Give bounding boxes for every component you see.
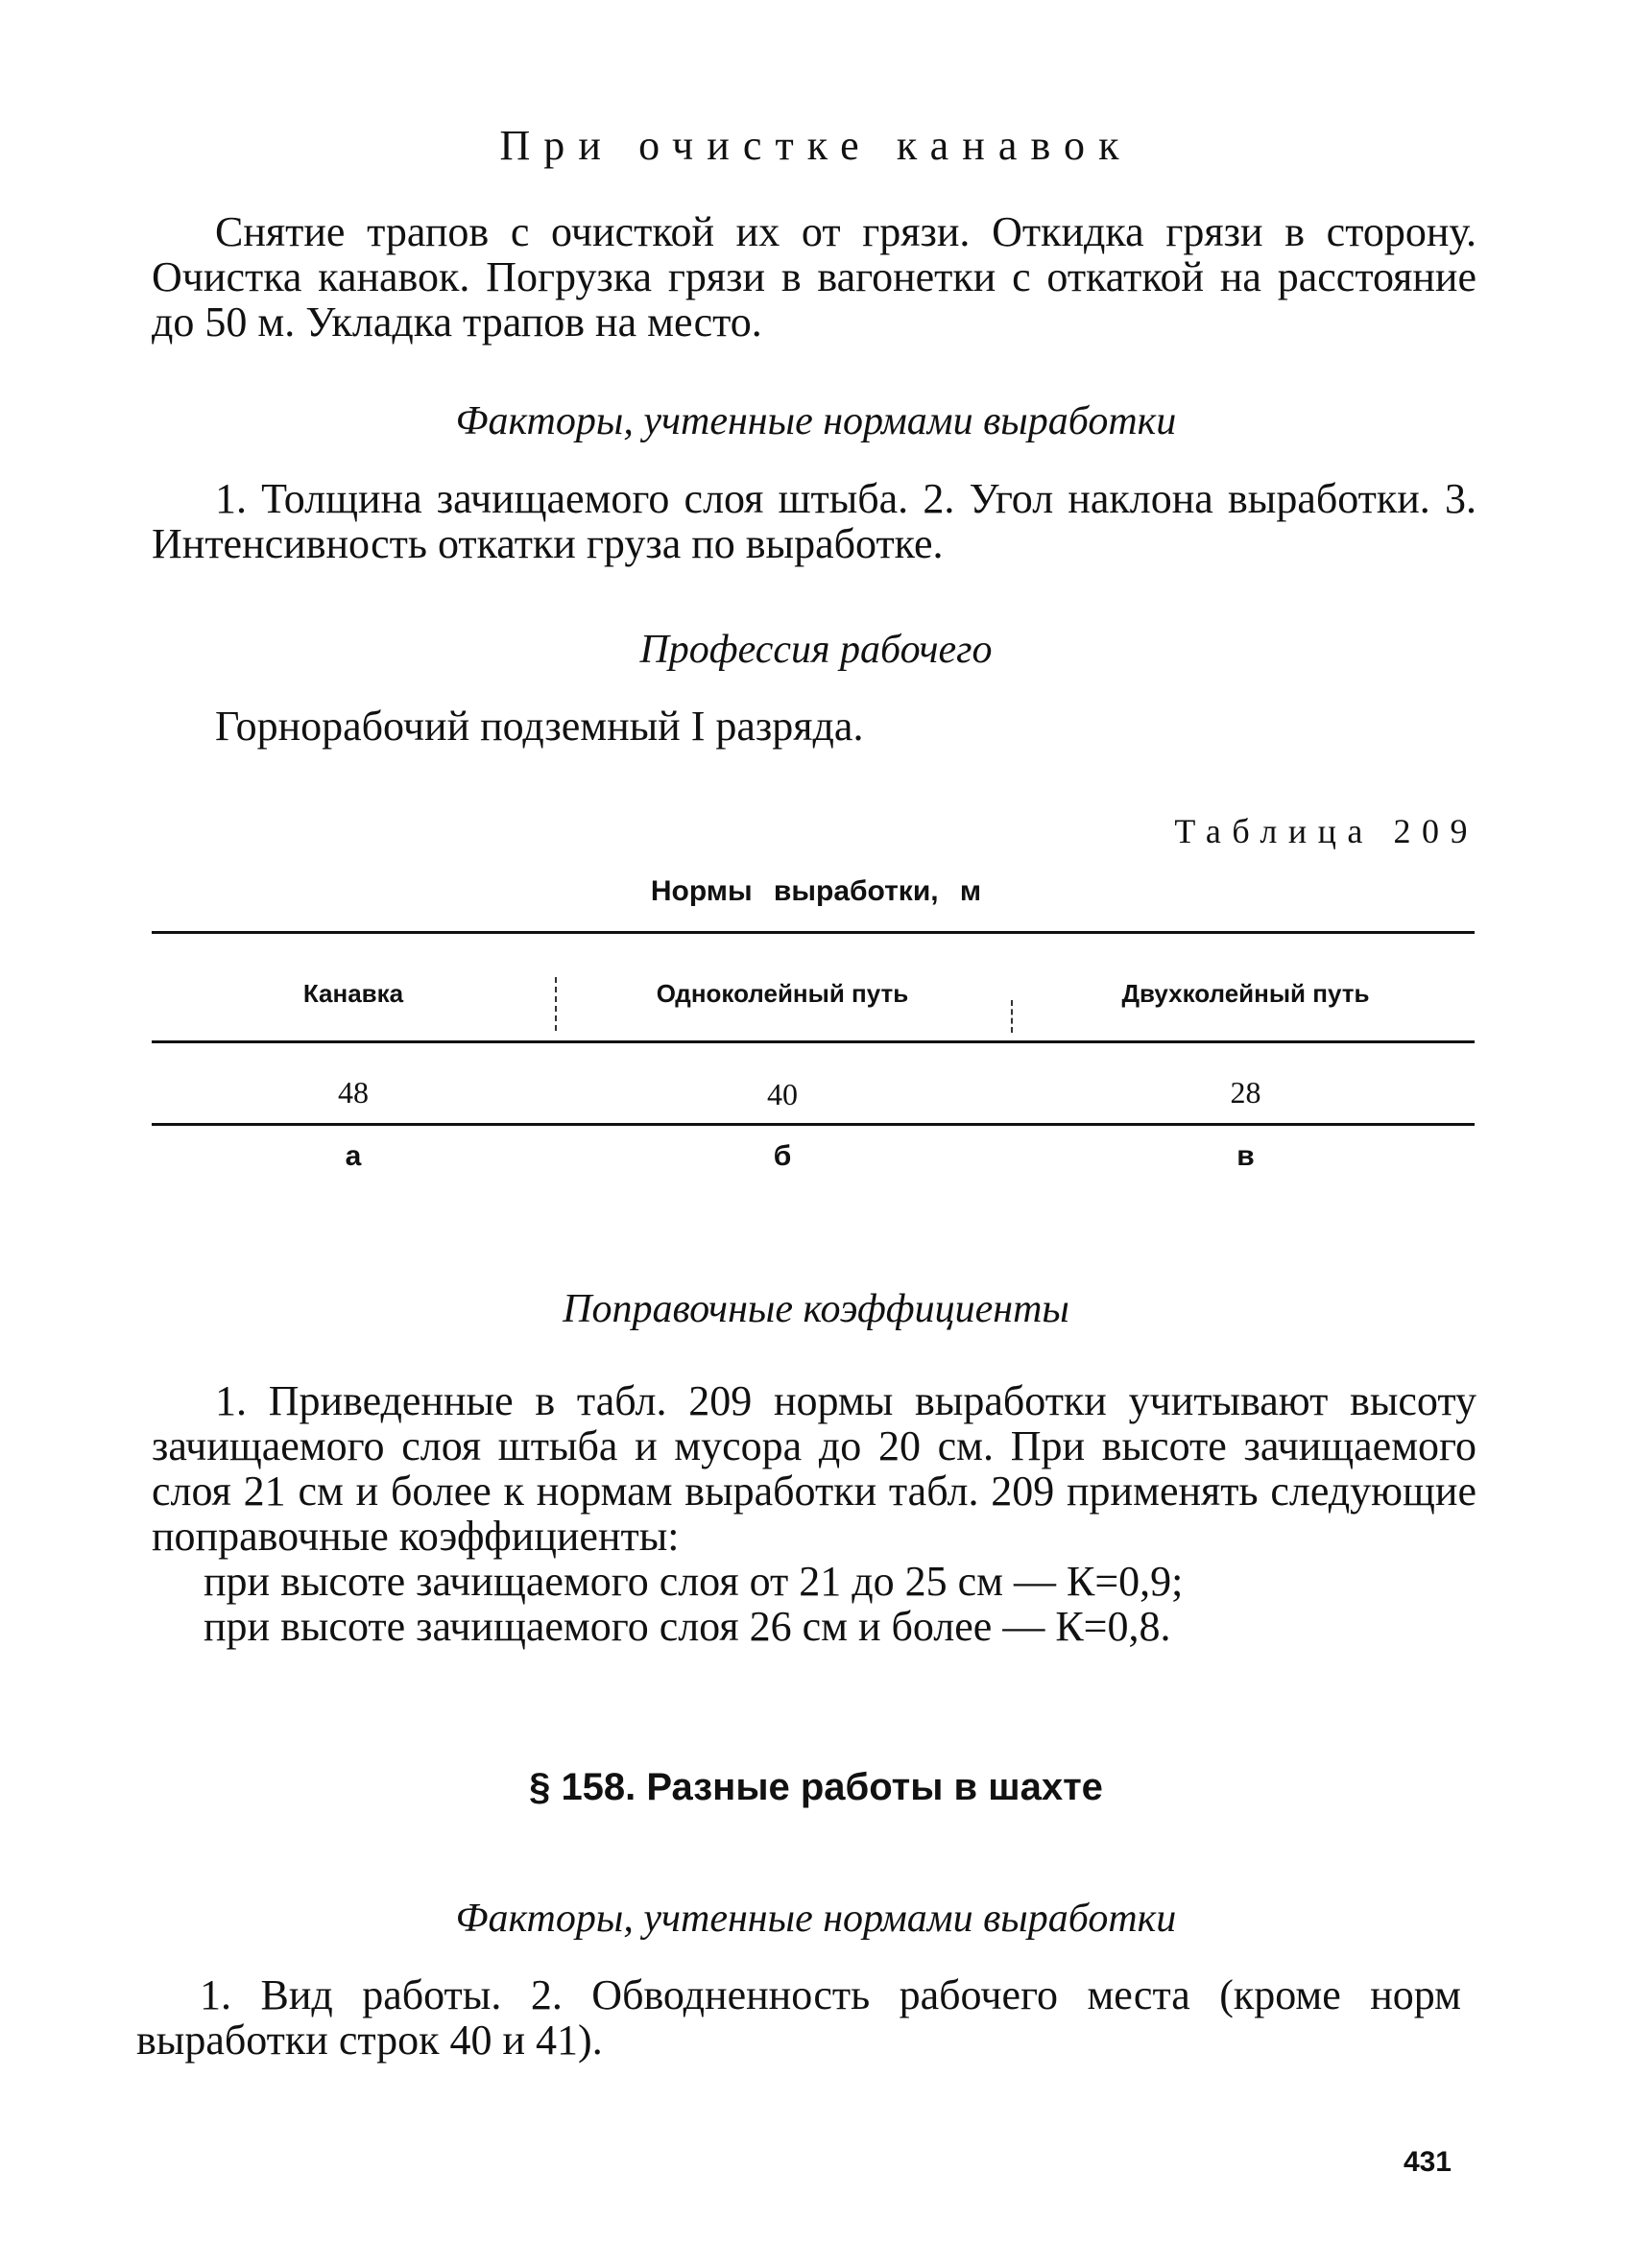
factors-text-1: 1. Толщина зачищаемого слоя штыба. 2. Угол наклона выработки. 3. Интенсивность откатки груза по выработке.: [152, 475, 1476, 567]
table-letter-cell: а: [345, 1140, 362, 1172]
table-header-rule: [152, 1040, 1475, 1043]
page-number: 431: [1403, 2146, 1452, 2178]
factors-heading-2: Факторы, учтенные нормами выработки: [455, 1897, 1177, 1941]
table-bottom-rule: [152, 1123, 1475, 1126]
table-header-cell: Канавка: [302, 979, 404, 1008]
factors-text-2: 1. Вид работы. 2. Обводненность рабочего места (кроме норм выработки строк 40 и 41).: [136, 1971, 1461, 2064]
work-description: Снятие трапов с очисткой их от грязи. Откидка грязи в сторону. Очистка канавок. Погрузка грязи в вагонетки с откаткой на расстояние до 50 м. Укладка трапов на место.: [152, 208, 1476, 346]
table-title: Нормы выработки, м: [650, 875, 982, 907]
profession-heading: Профессия рабочего: [639, 628, 993, 672]
table-value-cell: 40: [767, 1077, 798, 1111]
coefficient-line: при высоте зачищаемого слоя от 21 до 25 см — К=0,9;: [204, 1558, 1184, 1605]
paragraph-heading: § 158. Разные работы в шахте: [529, 1766, 1103, 1808]
coefficients-heading: Поправочные коэффициенты: [563, 1287, 1069, 1331]
table-letter-cell: в: [1236, 1140, 1255, 1172]
profession-text: Горнорабочий подземный I разряда.: [215, 703, 864, 750]
table-value-cell: 48: [338, 1075, 369, 1110]
table-header-cell: Двухколейный путь: [1121, 979, 1370, 1008]
coefficients-text: 1. Приведенные в табл. 209 нормы выработки учитывают высоту зачищаемого слоя штыба и мусора до 20 см. При высоте зачищаемого слоя 21 см и более к нормам выработки табл. 209 применять следующие поправочные коэффициенты:: [152, 1377, 1476, 1560]
table-header-cell: Одноколейный путь: [656, 979, 909, 1008]
table-value-cell: 28: [1230, 1075, 1261, 1110]
factors-heading-1: Факторы, учтенные нормами выработки: [455, 399, 1177, 443]
table-letter-cell: б: [773, 1140, 792, 1172]
table-top-rule: [152, 931, 1475, 934]
section-heading: При очистке канавок: [499, 122, 1133, 169]
coefficient-line: при высоте зачищаемого слоя 26 см и более — К=0,8.: [204, 1603, 1171, 1650]
table-label: Таблица 209: [1174, 812, 1478, 850]
